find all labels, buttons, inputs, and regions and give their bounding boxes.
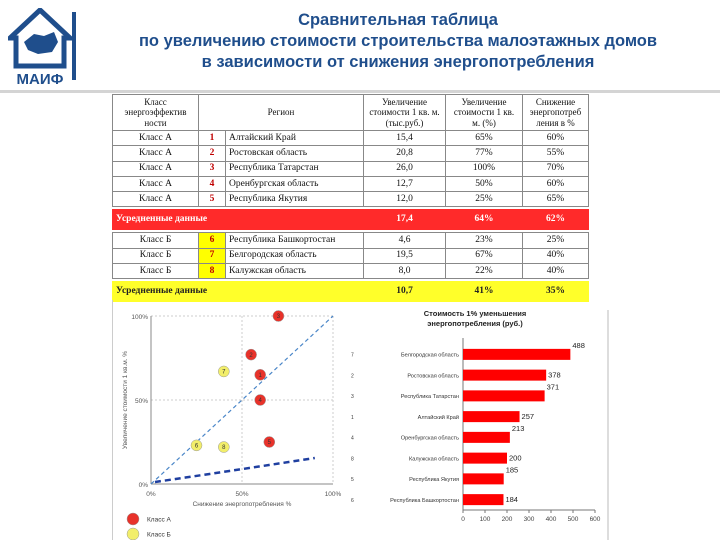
header-saving: Снижение энергопотреб ления в %	[523, 95, 589, 131]
title-line-2: по увеличению стоимости строительства малоэтажных домов	[138, 32, 658, 50]
logo-text: МАИФ	[16, 71, 64, 88]
bar-row-number: 1	[351, 414, 354, 421]
legend-marker	[127, 513, 139, 525]
saving-cell: 55%	[523, 146, 589, 161]
table-row	[113, 131, 589, 146]
table-row	[113, 233, 589, 248]
bar	[463, 349, 570, 360]
bar-row-number: 7	[351, 352, 354, 359]
bar-row-number: 5	[351, 477, 354, 484]
region-cell: Республика Якутия	[226, 192, 364, 207]
table-row	[113, 161, 589, 176]
row-number: 6	[199, 233, 226, 248]
cost-pct-cell: 65%	[446, 131, 523, 146]
cost-pct-cell: 23%	[446, 233, 523, 248]
point-label: 1	[258, 373, 262, 379]
saving-cell: 65%	[523, 192, 589, 207]
average-cost: 17,4	[364, 210, 446, 230]
legend-label: Класс Б	[147, 531, 171, 539]
bar-x-tick-label: 500	[567, 516, 579, 523]
x-axis-label: Снижение энергопотребления %	[192, 501, 292, 508]
bar-value-label: 213	[511, 423, 525, 433]
average-label: Усредненные данные	[113, 210, 364, 230]
average-cost: 10,7	[364, 282, 446, 302]
cost-trend-curve	[155, 458, 315, 482]
bar	[463, 494, 503, 505]
title-line-3: в зависимости от снижения энергопотребления	[201, 53, 595, 71]
bar-value-label: 378	[548, 370, 561, 380]
cost-pct-cell: 100%	[446, 161, 523, 176]
table-header-row	[113, 95, 589, 131]
region-cell: Ростовская область	[226, 146, 364, 161]
y-axis-label: Увеличение стоимости 1 кв.м. %	[122, 350, 129, 450]
bar	[463, 473, 504, 484]
class-cell: Класс Б	[113, 248, 199, 263]
bar-value-label: 185	[505, 465, 519, 475]
cost-pct-cell: 22%	[446, 264, 523, 279]
class-cell: Класс А	[113, 146, 199, 161]
point-label: 4	[258, 398, 262, 405]
row-number: 8	[199, 264, 226, 279]
header-divider	[0, 90, 720, 93]
class-cell: Класс А	[113, 161, 199, 176]
average-cost-pct: 64%	[446, 210, 523, 230]
bar-x-tick-label: 100	[479, 516, 491, 523]
saving-cell: 60%	[523, 176, 589, 191]
row-number: 4	[199, 176, 226, 191]
average-row	[113, 282, 589, 302]
bar-row-number: 3	[351, 394, 354, 401]
bar-value-label: 488	[572, 340, 585, 350]
bar-x-tick-label: 0	[461, 516, 465, 523]
region-cell: Алтайский Край	[226, 131, 364, 146]
class-cell: Класс Б	[113, 233, 199, 248]
cost-pct-cell: 77%	[446, 146, 523, 161]
row-number: 7	[199, 248, 226, 263]
saving-cell: 25%	[523, 233, 589, 248]
point-label: 6	[194, 443, 199, 450]
maif-logo	[8, 8, 73, 88]
cost-pct-cell: 50%	[446, 176, 523, 191]
point-label: 3	[276, 314, 281, 321]
region-cell: Калужская область	[226, 264, 364, 279]
legend-marker	[127, 528, 139, 540]
bar-row-number: 4	[351, 435, 354, 442]
table-row	[113, 248, 589, 263]
cost-cell: 26,0	[364, 161, 446, 176]
chart-title: Стоимость 1% уменьшения энергопотребления (руб.)	[423, 309, 527, 328]
class-cell: Класс Б	[113, 264, 199, 279]
bar	[463, 370, 546, 381]
bar-x-tick-label: 600	[589, 516, 601, 523]
header-cost: Увеличение стоимости 1 кв. м. (тыс.руб.)	[364, 95, 446, 131]
saving-cell: 40%	[523, 248, 589, 263]
point-label: 5	[267, 440, 271, 447]
table-row	[113, 192, 589, 207]
y-tick-label: 50%	[134, 398, 148, 405]
average-saving: 62%	[523, 210, 589, 230]
x-tick-label: 50%	[235, 491, 249, 498]
row-number: 1	[199, 131, 226, 146]
row-number: 5	[199, 192, 226, 207]
comparison-table	[112, 94, 589, 302]
x-tick-label: 100%	[324, 491, 342, 498]
bar-value-label: 371	[546, 382, 560, 392]
saving-cell: 70%	[523, 161, 589, 176]
bar-category-label: Калужская область	[408, 456, 459, 463]
region-cell: Белгородская область	[226, 248, 364, 263]
bar-value-label: 200	[509, 453, 522, 463]
bar	[463, 411, 520, 422]
bar-x-tick-label: 200	[501, 516, 513, 523]
saving-cell: 60%	[523, 131, 589, 146]
bar-category-label: Республика Башкортостан	[390, 497, 459, 504]
bar	[463, 453, 507, 464]
bar-category-label: Оренбургская область	[400, 435, 459, 442]
bar-row-number: 8	[351, 456, 354, 463]
table-row	[113, 264, 589, 279]
title-line-1: Сравнительная таблица	[298, 11, 498, 29]
cost-pct-cell: 25%	[446, 192, 523, 207]
header-cost-pct: Увеличение стоимости 1 кв. м. (%)	[446, 95, 523, 131]
bar-category-label: Республика Якутия	[409, 477, 459, 484]
cost-pct-cell: 67%	[446, 248, 523, 263]
saving-cell: 40%	[523, 264, 589, 279]
bar-value-label: 257	[521, 412, 535, 422]
cost-cell: 12,7	[364, 176, 446, 191]
bar-x-tick-label: 300	[523, 516, 535, 523]
bar-category-label: Белгородская область	[400, 352, 459, 359]
legend-label: Класс А	[147, 516, 171, 524]
cost-cell: 4,6	[364, 233, 446, 248]
bar-category-label: Республика Татарстан	[400, 394, 459, 401]
x-tick-label: 0%	[146, 491, 156, 498]
cost-cell: 15,4	[364, 131, 446, 146]
average-saving: 35%	[523, 282, 589, 302]
point-label: 8	[222, 445, 226, 452]
scatter-chart	[112, 300, 345, 540]
class-cell: Класс А	[113, 131, 199, 146]
bar-row-number: 6	[351, 497, 354, 504]
bar	[463, 432, 510, 443]
page-title	[80, 10, 716, 73]
y-tick-label: 0%	[138, 482, 148, 489]
point-label: 2	[249, 352, 253, 359]
bar-category-label: Ростовская область	[407, 373, 459, 380]
class-cell: Класс А	[113, 176, 199, 191]
row-number: 3	[199, 161, 226, 176]
region-cell: Оренбургская область	[226, 176, 364, 191]
bar-category-label: Алтайский Край	[417, 414, 459, 421]
region-cell: Республика Башкортостан	[226, 233, 364, 248]
average-cost-pct: 41%	[446, 282, 523, 302]
header-class: Класс энергоэффектив ности	[113, 95, 199, 131]
cost-cell: 8,0	[364, 264, 446, 279]
y-tick-label: 100%	[131, 314, 148, 321]
table-row	[113, 146, 589, 161]
point-label: 7	[222, 369, 226, 376]
bar	[463, 390, 545, 401]
class-cell: Класс А	[113, 192, 199, 207]
average-label: Усредненные данные	[113, 282, 364, 302]
bar-row-number: 2	[351, 373, 354, 380]
table-row	[113, 176, 589, 191]
right-divider	[607, 310, 609, 540]
cost-cell: 19,5	[364, 248, 446, 263]
logo-divider	[72, 12, 76, 80]
row-number: 2	[199, 146, 226, 161]
average-row	[113, 210, 589, 230]
cost-cell: 12,0	[364, 192, 446, 207]
bar-value-label: 184	[505, 495, 518, 505]
cost-cell: 20,8	[364, 146, 446, 161]
bar-chart	[345, 300, 607, 540]
region-cell: Республика Татарстан	[226, 161, 364, 176]
header-region: Регион	[199, 95, 364, 131]
bar-x-tick-label: 400	[545, 516, 557, 523]
